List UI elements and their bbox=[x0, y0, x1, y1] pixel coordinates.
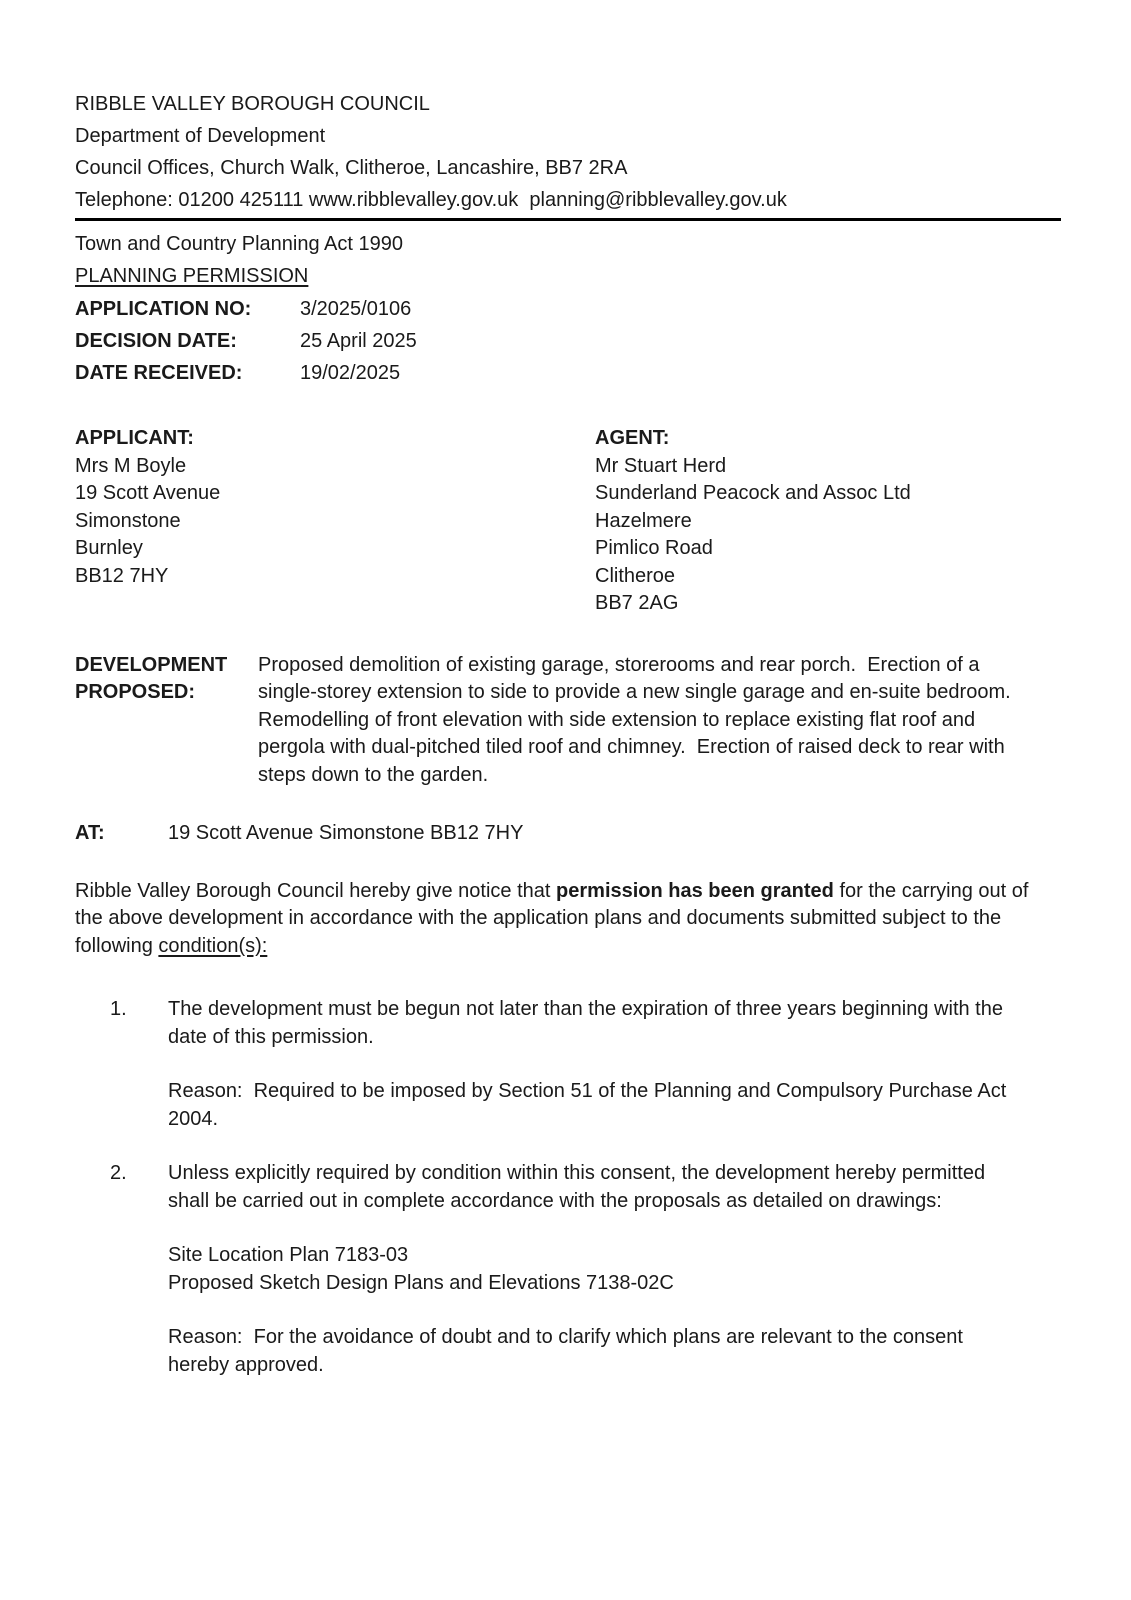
development-description: Proposed demolition of existing garage, storerooms and rear porch. Erection of a single-storey extension to side to provide a new single garage and en-suite bedroom. Remodelling of front elevation with side extension to replace existing flat roof and pergola with dual-pitched tiled roof and chimney. Erection of raised deck to rear with steps down to the garden. bbox=[258, 653, 1022, 786]
agent-name: Mr Stuart Herd bbox=[595, 454, 727, 477]
council-name: RIBBLE VALLEY BOROUGH COUNCIL bbox=[75, 93, 430, 115]
agent-label: AGENT: bbox=[595, 427, 670, 449]
department-name: Department of Development bbox=[75, 125, 326, 147]
condition-text: Unless explicitly required by condition within this consent, the development hereby permitted shall be carried out in complete accordance with the proposals as detailed on drawings: bbox=[168, 1162, 991, 1212]
condition-number: 2. bbox=[110, 1162, 127, 1184]
document-title: PLANNING PERMISSION bbox=[75, 265, 309, 287]
agent-address-line: Hazelmere bbox=[595, 509, 692, 532]
applicant-address-line: Burnley bbox=[75, 537, 143, 559]
condition-reason: Reason: Required to be imposed by Section 51 of the Planning and Compulsory Purchase Act 2004. bbox=[168, 1080, 1012, 1130]
site-address: 19 Scott Avenue Simonstone BB12 7HY bbox=[168, 822, 524, 844]
agent-block bbox=[595, 425, 911, 618]
application-no-row bbox=[75, 293, 1061, 325]
conditions-list bbox=[75, 996, 1061, 1379]
letterhead bbox=[75, 88, 1061, 221]
development-label: DEVELOPMENT PROPOSED: bbox=[75, 653, 228, 703]
notice-conditions-word: condition(s): bbox=[158, 934, 268, 957]
condition-body bbox=[168, 1160, 1018, 1379]
condition-item-1 bbox=[75, 996, 1061, 1133]
applicant-postcode: BB12 7HY bbox=[75, 564, 169, 587]
contact-line: Telephone: 01200 425111 www.ribblevalley.gov.uk planning@ribblevalley.gov.uk bbox=[75, 189, 787, 211]
decision-date-label: DECISION DATE: bbox=[75, 330, 237, 352]
agent-postcode: BB7 2AG bbox=[595, 592, 679, 614]
condition-body bbox=[168, 996, 1018, 1133]
applicant-name: Mrs M Boyle bbox=[75, 454, 187, 477]
application-no-label: APPLICATION NO: bbox=[75, 298, 252, 320]
condition-item-2 bbox=[75, 1160, 1061, 1379]
notice-text-start: Ribble Valley Borough Council hereby give notice that bbox=[75, 879, 557, 902]
condition-number: 1. bbox=[110, 998, 127, 1020]
notice-text-end: for the carrying out of the above development in accordance with the application plans and documents submitted subject to the following bbox=[75, 879, 1029, 957]
condition-reason: Reason: For the avoidance of doubt and to clarify which plans are relevant to the consent hereby approved. bbox=[168, 1326, 969, 1376]
decision-date-value: 25 April 2025 bbox=[300, 330, 417, 352]
at-label: AT: bbox=[75, 822, 105, 844]
agent-address-line: Pimlico Road bbox=[595, 537, 713, 559]
applicant-address-line: Simonstone bbox=[75, 509, 181, 532]
applicant-label: APPLICANT: bbox=[75, 427, 194, 449]
development-section bbox=[75, 652, 1061, 790]
application-meta bbox=[75, 293, 1061, 389]
parties-section bbox=[75, 425, 1061, 618]
grant-notice bbox=[75, 878, 1035, 961]
date-received-value: 19/02/2025 bbox=[300, 362, 401, 384]
condition-text: The development must be begun not later than the expiration of three years beginning with the date of this permission. bbox=[168, 998, 1009, 1048]
site-address-row bbox=[75, 820, 1061, 848]
council-address: Council Offices, Church Walk, Clitheroe, Lancashire, BB7 2RA bbox=[75, 157, 628, 179]
agent-company: Sunderland Peacock and Assoc Ltd bbox=[595, 482, 911, 504]
notice-granted-phrase: permission has been granted bbox=[556, 879, 834, 902]
applicant-address-line: 19 Scott Avenue bbox=[75, 482, 221, 504]
date-received-row bbox=[75, 357, 1061, 389]
drawings-list bbox=[168, 1242, 1018, 1297]
applicant-block bbox=[75, 425, 595, 618]
act-title: Town and Country Planning Act 1990 bbox=[75, 233, 403, 255]
drawing-reference: Proposed Sketch Design Plans and Elevations 7138-02C bbox=[168, 1271, 674, 1294]
date-received-label: DATE RECEIVED: bbox=[75, 362, 243, 384]
decision-date-row bbox=[75, 325, 1061, 357]
application-no-value: 3/2025/0106 bbox=[300, 298, 412, 320]
agent-address-line: Clitheroe bbox=[595, 564, 676, 587]
drawing-reference: Site Location Plan 7183-03 bbox=[168, 1244, 409, 1266]
